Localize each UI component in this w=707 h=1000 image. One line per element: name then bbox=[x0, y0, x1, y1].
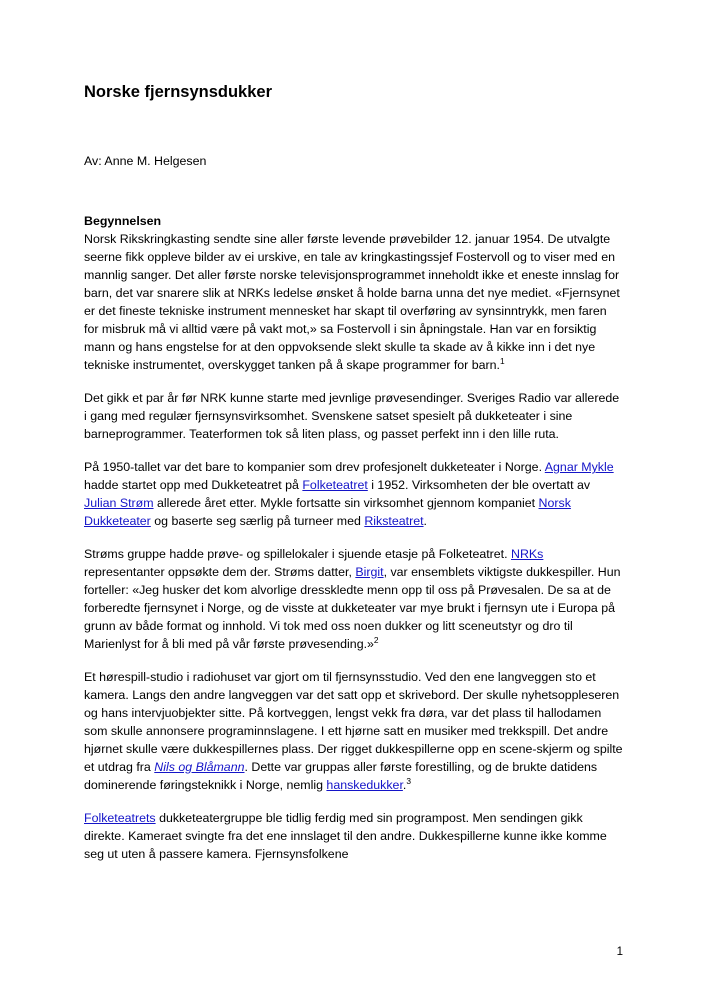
paragraph-2: Det gikk et par år før NRK kunne starte med jevnlige prøvesendinger. Sveriges Radio var allerede i gang med regulær fjernsynsvirksomhet. Svenskene satset spesielt på dukketeater i sine barneprogrammer. Teaterformen tok så liten plass, og passet perfekt inn i den lille ruta. bbox=[84, 391, 620, 442]
document-body bbox=[84, 0, 624, 864]
paragraph-3: På 1950-tallet var det bare to kompanier som drev profesjonelt dukketeater i Norge. Agnar Mykle hadde startet opp med Dukketeatret på Folketeatret i 1952. Virksomheten der ble overtatt av Julian Strøm allerede året etter. Mykle fortsatte sin virksomhet gjennom kompaniet Norsk Dukketeater og baserte seg særlig på turneer med Riksteatret. bbox=[84, 460, 614, 529]
paragraph-list bbox=[84, 231, 624, 864]
footnote-marker: 3 bbox=[406, 775, 412, 786]
inline-link[interactable]: Julian Strøm bbox=[84, 496, 154, 511]
inline-link[interactable]: Birgit bbox=[355, 565, 384, 580]
section-heading: Begynnelsen bbox=[84, 214, 162, 229]
paragraph-6: Folketeatrets dukketeatergruppe ble tidlig ferdig med sin programpost. Men sendingen gikk direkte. Kameraet svingte fra det ene innslaget til den andre. Dukkespillerne kunne ikke komme seg ut uten å passere kamera. Fjernsynsfolkene bbox=[84, 810, 607, 861]
inline-link[interactable]: Folketeatret bbox=[302, 478, 368, 493]
footnote-marker: 2 bbox=[373, 634, 379, 645]
page-number: 1 bbox=[616, 945, 623, 958]
inline-link[interactable]: Riksteatret bbox=[364, 514, 424, 529]
inline-link[interactable]: Folketeatrets bbox=[84, 810, 156, 825]
inline-link[interactable]: Norsk Dukketeater bbox=[84, 496, 571, 529]
inline-link[interactable]: NRKs bbox=[511, 547, 544, 562]
paragraph-5: Et hørespill-studio i radiohuset var gjort om til fjernsynsstudio. Ved den ene langveggen sto et kamera. Langs den andre langveggen var det satt opp et skrivebord. Der skulle nyhetsoppleseren og hans intervjuobjekter sitte. På kortveggen, lengst vekk fra døra, var det plass til hallodamen som skulle annonsere programinnslagene. I ett hjørne satt en musiker med trekkspill. Det andre hjørnet skulle være dukkespillernes plass. Der rigget dukkespillerne opp en scene-skjerm og spilte et utdrag fra Nils og Blåmann. Dette var gruppas aller første forestilling, og de brukte datidens dominerende føringsteknikk i Norge, nemlig hanskedukker.$^3$ bbox=[84, 670, 623, 792]
inline-link[interactable]: hanskedukker bbox=[326, 777, 403, 792]
page-title: Norske fjernsynsdukker bbox=[84, 83, 273, 101]
inline-link[interactable]: Agnar Mykle bbox=[544, 460, 614, 475]
author-line: Av: Anne M. Helgesen bbox=[84, 154, 207, 169]
paragraph-4: Strøms gruppe hadde prøve- og spillelokaler i sjuende etasje på Folketeatret. NRKs representanter oppsøkte dem der. Strøms datter, Birgit, var ensemblets viktigste dukkespiller. Hun forteller: «Jeg husker det kom alvorlige dresskledte menn opp til oss på Prøvesalen. De sa at de forberedte fjernsynet i Norge, og de visste at dukketeater var mye brukt i fjernsyn ute i Europa på grunn av både format og innhold. Vi tok med oss noen dukker og litt sceneutstyr og dro til Marienlyst for å bli med på vår første prøvesending.»$^2$ bbox=[84, 547, 621, 652]
footnote-marker: 1 bbox=[499, 356, 505, 367]
paragraph-1: Norsk Rikskringkasting sendte sine aller første levende prøvebilder 12. januar 1954. De utvalgte seerne fikk oppleve bilder av ei urskive, en tale av kringkastingssjef Fostervoll og to viser med en mannlig sanger. Det aller første norske televisjonsprogrammet inneholdt ikke et eneste innslag for barn, det var snarere slik at NRKs ledelse ønsket å holde barna unna det nye mediet. «Fjernsynet er det fineste tekniske instrument mennesket har skapt til overføring av synsinntrykk, men faren for misbruk må vi alltid være på vakt mot,» sa Fostervoll i sin åpningstale. Han var en forsiktig mann og hans engstelse for at den oppvoksende slekt skulle ta skade av å kikke inn i det nye tekniske instrumentet, overskygget tanken på å skape programmer for barn.$^1$ bbox=[84, 232, 620, 373]
inline-link-title[interactable]: Nils og Blåmann bbox=[154, 760, 245, 774]
